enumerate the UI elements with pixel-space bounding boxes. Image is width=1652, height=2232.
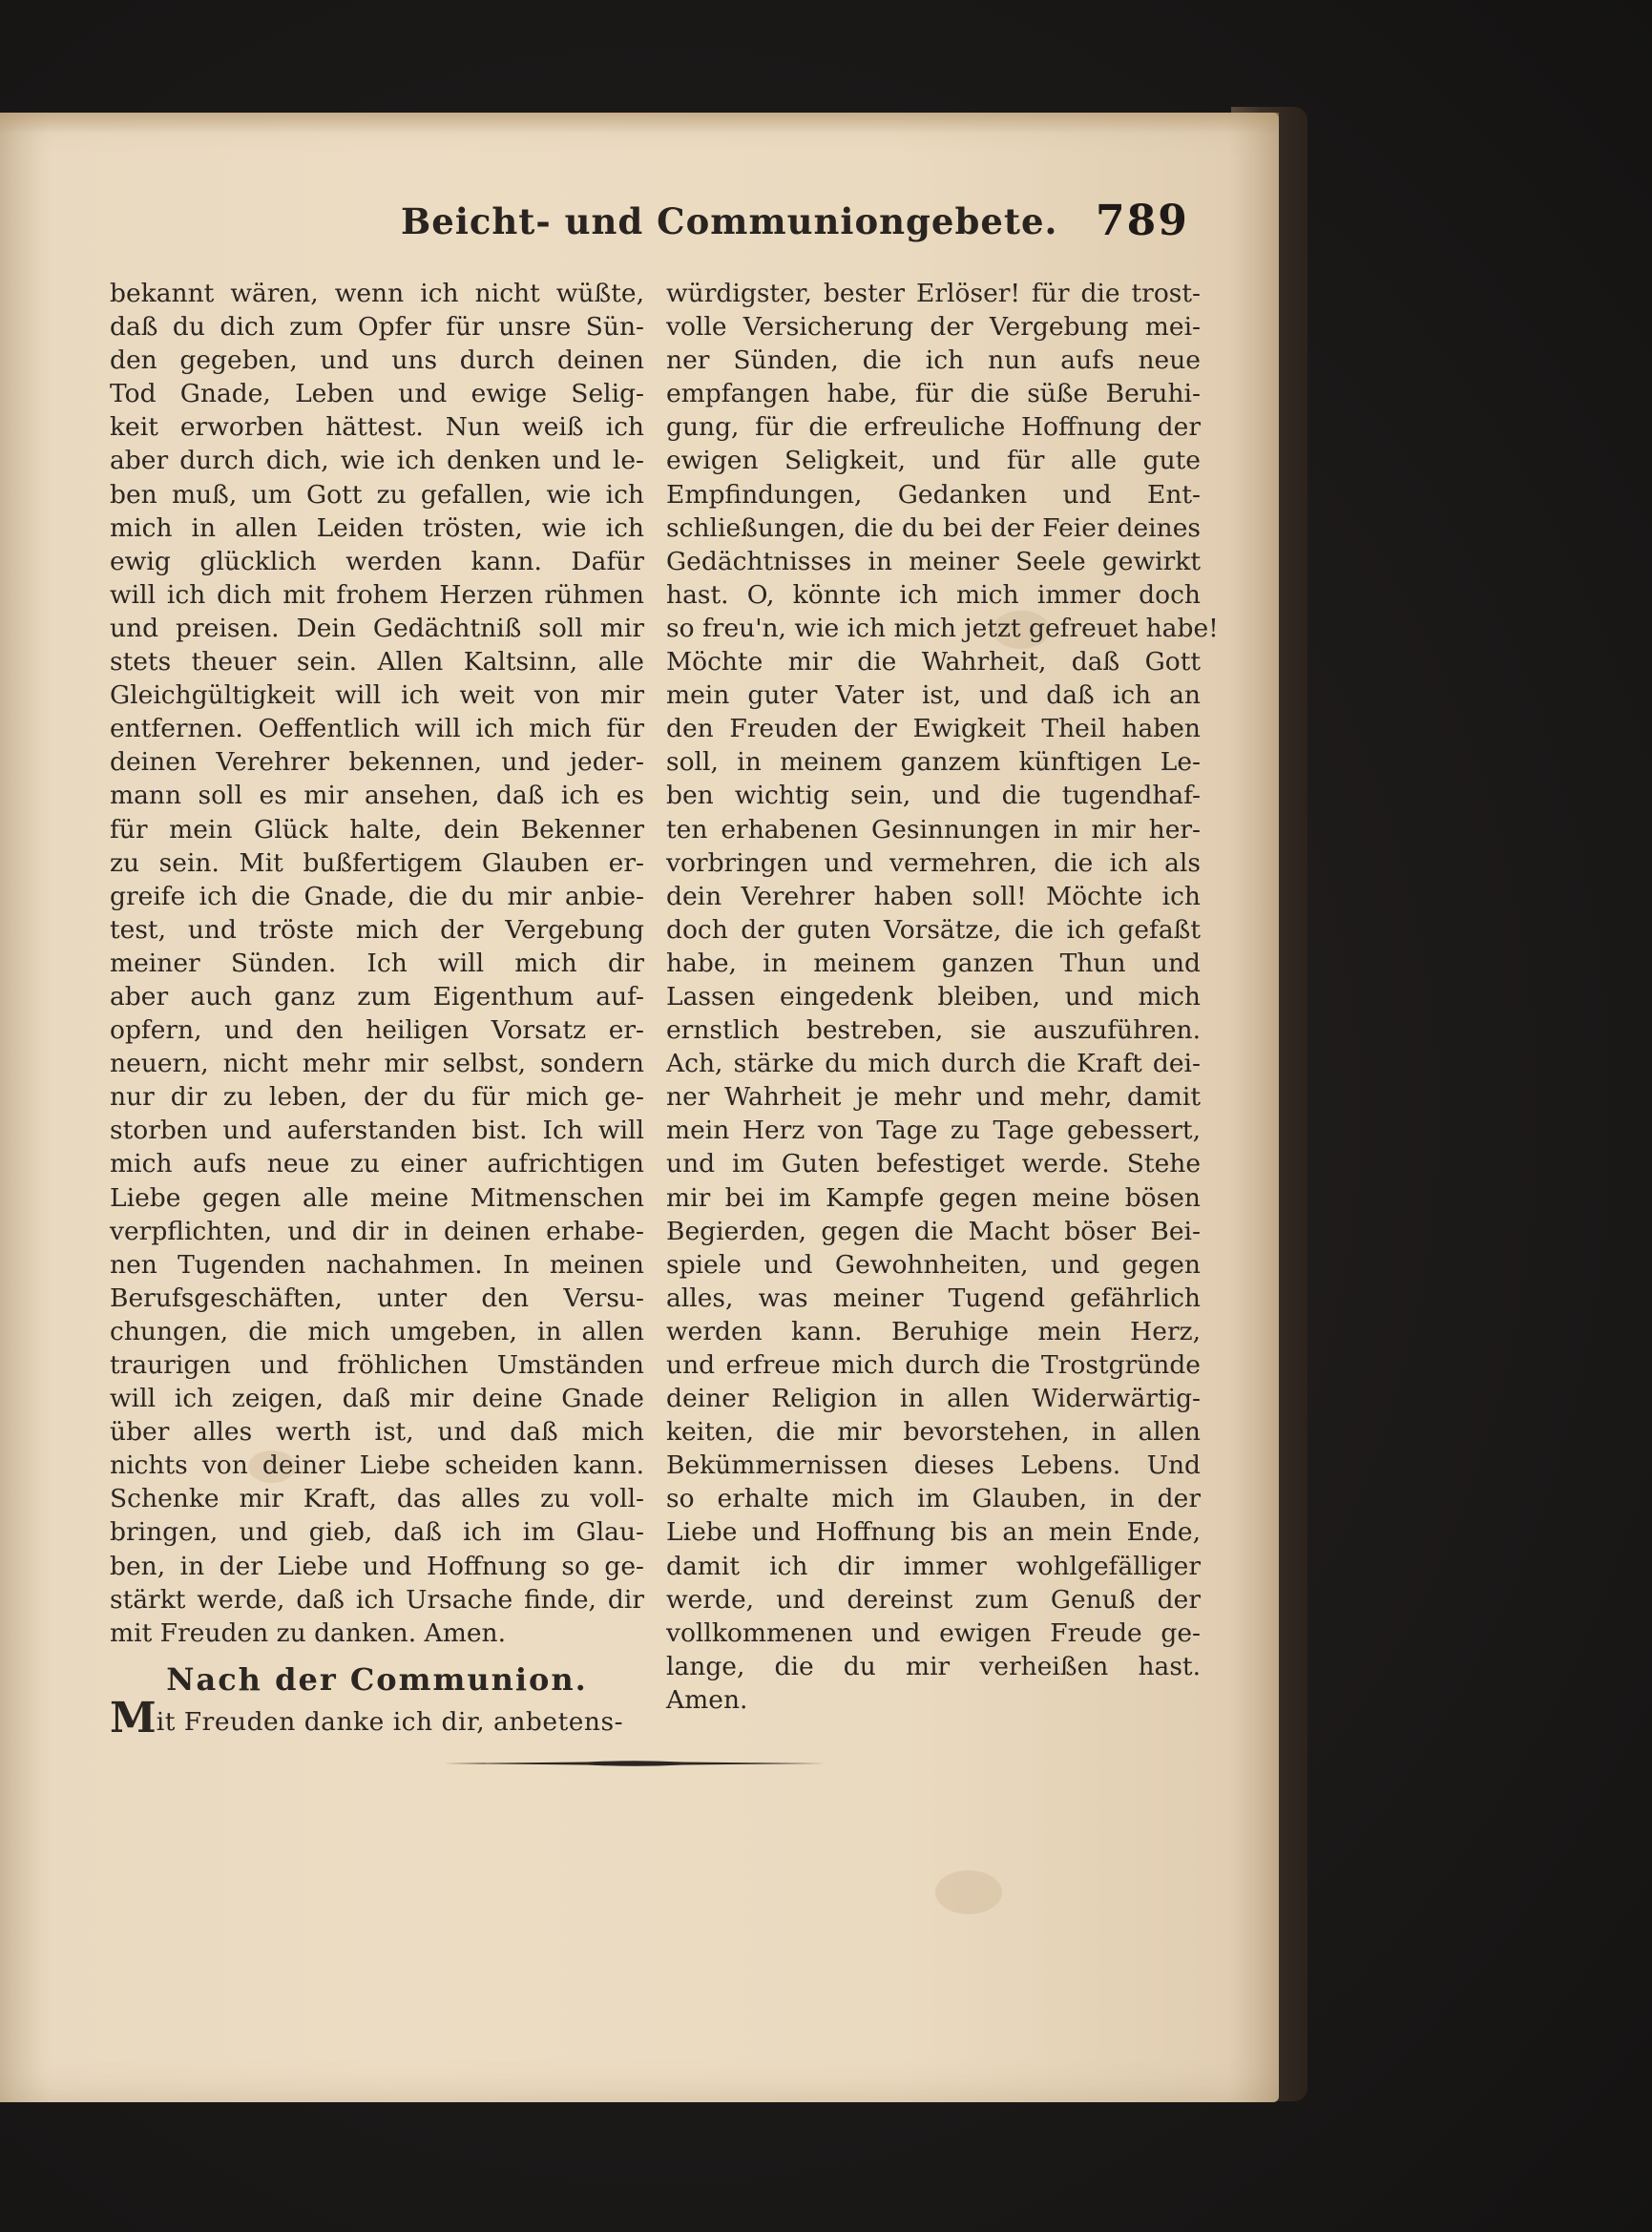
text-line: test, und tröste mich der Vergebung: [110, 914, 644, 945]
text-line: nen Tugenden nachahmen. In meinen: [110, 1249, 644, 1280]
text-line: mir bei im Kampfe gegen meine bösen: [666, 1182, 1201, 1213]
text-line: soll, in meinem ganzem künftigen Le-: [666, 747, 1201, 778]
text-line: ner Wahrheit je mehr und mehr, damit: [666, 1082, 1201, 1113]
text-line: keit erworben hättest. Nun weiß ich: [110, 412, 644, 443]
text-line: meiner Sünden. Ich will mich dir: [110, 948, 644, 978]
running-head: [0, 197, 1279, 258]
text-line: ten erhabenen Gesinnungen in mir her-: [666, 814, 1201, 845]
text-line: keiten, die mir bevorstehen, in allen: [666, 1417, 1201, 1448]
text-line: werden kann. Beruhige mein Herz,: [666, 1316, 1201, 1346]
text-line: aber auch ganz zum Eigenthum auf-: [110, 981, 644, 1012]
text-line: aber durch dich, wie ich denken und le-: [110, 446, 644, 476]
text-line: Gleichgültigkeit will ich weit von mir: [110, 680, 644, 711]
text-line: Liebe und Hoffnung bis an mein Ende,: [666, 1517, 1201, 1548]
dropcap-line-text: it Freuden danke ich dir, anbetens-: [156, 1706, 624, 1737]
text-line: mich in allen Leiden trösten, wie ich: [110, 512, 644, 543]
text-line: Schenke mir Kraft, das alles zu voll-: [110, 1484, 644, 1514]
text-line: dein Verehrer haben soll! Möchte ich: [666, 881, 1201, 911]
text-line: ewig glücklich werden kann. Dafür: [110, 546, 644, 576]
text-line: ewigen Seligkeit, und für alle gute: [666, 446, 1201, 476]
text-line: verpflichten, und dir in deinen erhabe-: [110, 1216, 644, 1246]
dropcap-letter: M: [110, 1693, 157, 1742]
text-line: Gedächtnisses in meiner Seele gewirkt: [666, 546, 1201, 576]
text-line: Empfindungen, Gedanken und Ent-: [666, 479, 1201, 510]
text-line: ernstlich bestreben, sie auszuführen.: [666, 1015, 1201, 1046]
text-line: mein guter Vater ist, und daß ich an: [666, 680, 1201, 711]
text-line: deinen Verehrer bekennen, und jeder-: [110, 747, 644, 778]
page-number: 789: [1096, 197, 1189, 245]
text-line: zu sein. Mit bußfertigem Glauben er-: [110, 847, 644, 878]
text-line: nichts von deiner Liebe scheiden kann.: [110, 1450, 644, 1481]
text-line: gung, für die erfreuliche Hoffnung der: [666, 412, 1201, 443]
text-line: Lassen eingedenk bleiben, und mich: [666, 981, 1201, 1012]
text-line: nur dir zu leben, der du für mich ge-: [110, 1082, 644, 1113]
text-line: deiner Religion in allen Widerwärtig-: [666, 1384, 1201, 1414]
text-line: mann soll es mir ansehen, daß ich es: [110, 781, 644, 811]
text-line: würdigster, bester Erlöser! für die trost-: [666, 279, 1201, 308]
page-top-edge: [0, 113, 1279, 134]
text-line: damit ich dir immer wohlgefälliger: [666, 1551, 1201, 1581]
foxing-stain: [935, 1870, 1002, 1914]
text-line: spiele und Gewohnheiten, und gegen: [666, 1249, 1201, 1280]
text-line: und im Guten befestiget werde. Stehe: [666, 1149, 1201, 1179]
text-line: daß du dich zum Opfer für unsre Sün-: [110, 312, 644, 343]
running-head-title: Beicht- und Communiongebete.: [401, 200, 1058, 242]
text-line: habe, in meinem ganzen Thun und: [666, 948, 1201, 978]
text-line: Tod Gnade, Leben und ewige Selig-: [110, 379, 644, 409]
text-line: traurigen und fröhlichen Umständen: [110, 1350, 644, 1380]
text-line: mit Freuden zu danken. Amen.: [110, 1617, 506, 1648]
text-line: ner Sünden, die ich nun aufs neue: [666, 345, 1201, 376]
text-line: bekannt wären, wenn ich nicht wüßte,: [110, 279, 644, 308]
text-line: schließungen, die du bei der Feier deines: [666, 512, 1201, 543]
text-line: stärkt werde, daß ich Ursache finde, dir: [110, 1584, 644, 1615]
text-line: vollkommenen und ewigen Freude ge-: [666, 1617, 1201, 1648]
text-line: für mein Glück halte, dein Bekenner: [110, 814, 644, 845]
text-line: ben muß, um Gott zu gefallen, wie ich: [110, 479, 644, 510]
text-line: so freu'n, wie ich mich jetzt gefreuet habe!: [666, 613, 1219, 643]
text-line: alles, was meiner Tugend gefährlich: [666, 1283, 1201, 1313]
text-line: entfernen. Oeffentlich will ich mich für: [110, 714, 644, 744]
text-line: vorbringen und vermehren, die ich als: [666, 847, 1201, 878]
text-line: Ach, stärke du mich durch die Kraft dei-: [666, 1049, 1201, 1079]
text-line: Berufsgeschäften, unter den Versu-: [110, 1283, 644, 1313]
text-line: Amen.: [666, 1684, 748, 1715]
text-line: storben und auferstanden bist. Ich will: [110, 1116, 644, 1146]
text-line: volle Versicherung der Vergebung mei-: [666, 312, 1201, 343]
right-text-column: [666, 277, 1219, 1717]
section-heading: Nach der Communion.: [166, 1660, 588, 1698]
dropcap-paragraph-start: [110, 1693, 644, 1742]
text-line: den Freuden der Ewigkeit Theil haben: [666, 714, 1201, 744]
text-line: und erfreue mich durch die Trostgründe: [666, 1350, 1201, 1380]
end-ornament-rule: [444, 1760, 826, 1767]
text-line: bringen, und gieb, daß ich im Glau-: [110, 1517, 644, 1548]
text-line: Bekümmernissen dieses Lebens. Und: [666, 1450, 1201, 1481]
text-line: Möchte mir die Wahrheit, daß Gott: [666, 647, 1201, 678]
text-line: neuern, nicht mehr mir selbst, sondern: [110, 1049, 644, 1079]
text-line: mich aufs neue zu einer aufrichtigen: [110, 1149, 644, 1179]
text-line: werde, und dereinst zum Genuß der: [666, 1584, 1201, 1615]
text-line: opfern, und den heiligen Vorsatz er-: [110, 1015, 644, 1046]
text-line: empfangen habe, für die süße Beruhi-: [666, 379, 1201, 409]
left-text-column: [110, 277, 644, 1740]
text-line: will ich dich mit frohem Herzen rühmen: [110, 579, 644, 610]
text-line: ben, in der Liebe und Hoffnung so ge-: [110, 1551, 644, 1581]
text-line: so erhalte mich im Glauben, in der: [666, 1484, 1201, 1514]
text-line: hast. O, könnte ich mich immer doch: [666, 579, 1201, 610]
text-line: mein Herz von Tage zu Tage gebessert,: [666, 1116, 1201, 1146]
text-line: Liebe gegen alle meine Mitmenschen: [110, 1182, 644, 1213]
text-line: greife ich die Gnade, die du mir anbie-: [110, 881, 644, 911]
text-line: lange, die du mir verheißen hast.: [666, 1651, 1201, 1681]
text-line: ben wichtig sein, und die tugendhaf-: [666, 781, 1201, 811]
text-line: über alles werth ist, und daß mich: [110, 1417, 644, 1448]
text-line: doch der guten Vorsätze, die ich gefaßt: [666, 914, 1201, 945]
text-line: Begierden, gegen die Macht böser Bei-: [666, 1216, 1201, 1246]
text-line: will ich zeigen, daß mir deine Gnade: [110, 1384, 644, 1414]
text-line: stets theuer sein. Allen Kaltsinn, alle: [110, 647, 644, 678]
text-line: und preisen. Dein Gedächtniß soll mir: [110, 613, 644, 643]
text-line: chungen, die mich umgeben, in allen: [110, 1316, 644, 1346]
text-line: den gegeben, und uns durch deinen: [110, 345, 644, 376]
